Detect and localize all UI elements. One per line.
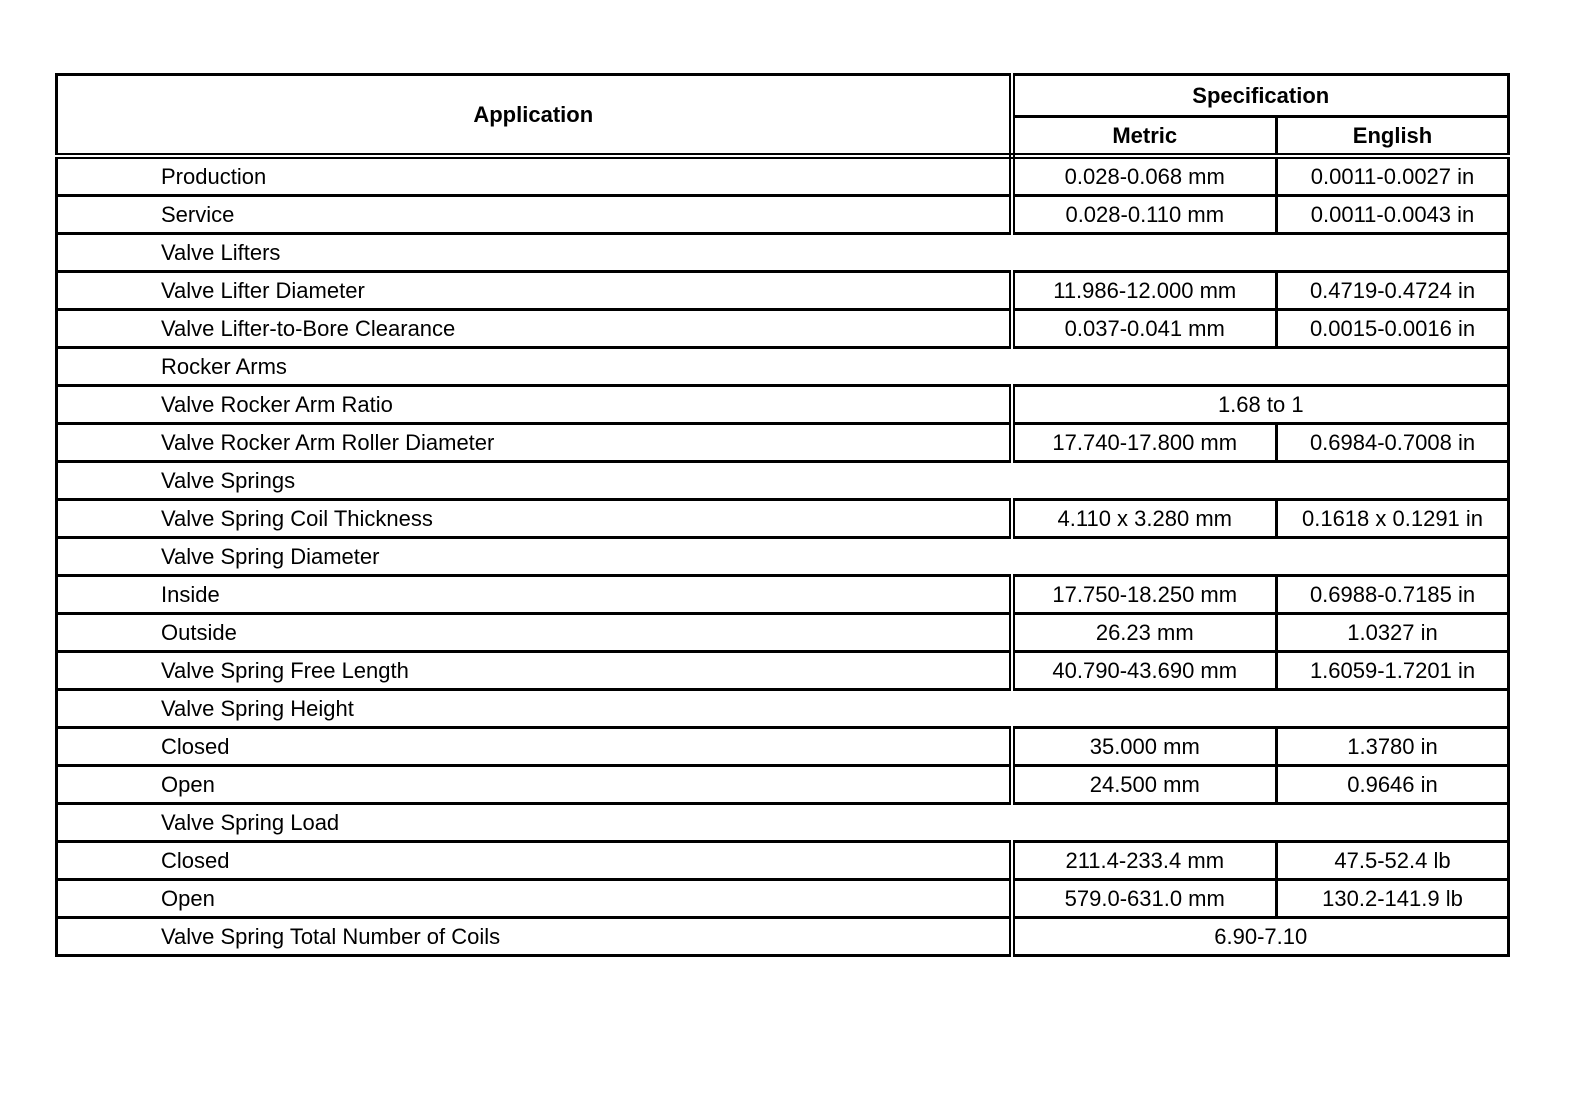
application-cell: Valve Rocker Arm Ratio bbox=[57, 386, 1012, 424]
metric-cell: 11.986-12.000 mm bbox=[1012, 272, 1277, 310]
english-cell: 0.6988-0.7185 in bbox=[1277, 576, 1509, 614]
english-cell: 0.0011-0.0027 in bbox=[1277, 156, 1509, 196]
metric-cell: 0.028-0.110 mm bbox=[1012, 196, 1277, 234]
metric-cell: 0.037-0.041 mm bbox=[1012, 310, 1277, 348]
english-cell: 0.9646 in bbox=[1277, 766, 1509, 804]
table-row bbox=[57, 272, 1509, 310]
section-label: Valve Springs bbox=[57, 462, 1509, 500]
metric-cell: 40.790-43.690 mm bbox=[1012, 652, 1277, 690]
table-row bbox=[57, 386, 1509, 424]
application-cell: Valve Lifter Diameter bbox=[57, 272, 1012, 310]
section-label: Rocker Arms bbox=[57, 348, 1509, 386]
metric-cell: 17.740-17.800 mm bbox=[1012, 424, 1277, 462]
english-cell: 0.0015-0.0016 in bbox=[1277, 310, 1509, 348]
application-cell: Service bbox=[57, 196, 1012, 234]
table-row bbox=[57, 310, 1509, 348]
application-cell: Valve Rocker Arm Roller Diameter bbox=[57, 424, 1012, 462]
english-cell: 130.2-141.9 lb bbox=[1277, 880, 1509, 918]
application-cell: Production bbox=[57, 156, 1012, 196]
metric-cell: 4.110 x 3.280 mm bbox=[1012, 500, 1277, 538]
metric-cell: 26.23 mm bbox=[1012, 614, 1277, 652]
table-row bbox=[57, 880, 1509, 918]
application-cell: Open bbox=[57, 880, 1012, 918]
valve-specifications-table bbox=[55, 73, 1510, 957]
application-cell: Inside bbox=[57, 576, 1012, 614]
english-cell: 1.6059-1.7201 in bbox=[1277, 652, 1509, 690]
table-row bbox=[57, 766, 1509, 804]
section-row bbox=[57, 690, 1509, 728]
metric-cell: 17.750-18.250 mm bbox=[1012, 576, 1277, 614]
english-cell: 47.5-52.4 lb bbox=[1277, 842, 1509, 880]
section-label: Valve Spring Height bbox=[57, 690, 1509, 728]
section-row bbox=[57, 348, 1509, 386]
metric-header: Metric bbox=[1012, 117, 1277, 157]
specification-header: Specification bbox=[1012, 75, 1509, 117]
section-row bbox=[57, 462, 1509, 500]
table-row bbox=[57, 500, 1509, 538]
specification-cell: 6.90-7.10 bbox=[1012, 918, 1509, 956]
section-row bbox=[57, 234, 1509, 272]
table-row bbox=[57, 156, 1509, 196]
table-row bbox=[57, 614, 1509, 652]
metric-cell: 211.4-233.4 mm bbox=[1012, 842, 1277, 880]
table-row bbox=[57, 652, 1509, 690]
application-cell: Valve Spring Coil Thickness bbox=[57, 500, 1012, 538]
english-header: English bbox=[1277, 117, 1509, 157]
english-cell: 0.1618 x 0.1291 in bbox=[1277, 500, 1509, 538]
application-cell: Closed bbox=[57, 728, 1012, 766]
table-row bbox=[57, 576, 1509, 614]
english-cell: 0.0011-0.0043 in bbox=[1277, 196, 1509, 234]
english-cell: 1.0327 in bbox=[1277, 614, 1509, 652]
metric-cell: 0.028-0.068 mm bbox=[1012, 156, 1277, 196]
application-cell: Closed bbox=[57, 842, 1012, 880]
table-row bbox=[57, 728, 1509, 766]
application-cell: Valve Spring Total Number of Coils bbox=[57, 918, 1012, 956]
section-label: Valve Lifters bbox=[57, 234, 1509, 272]
section-row bbox=[57, 804, 1509, 842]
section-label: Valve Spring Load bbox=[57, 804, 1509, 842]
section-row bbox=[57, 538, 1509, 576]
application-cell: Valve Spring Free Length bbox=[57, 652, 1012, 690]
table-row bbox=[57, 918, 1509, 956]
english-cell: 1.3780 in bbox=[1277, 728, 1509, 766]
table-row bbox=[57, 196, 1509, 234]
section-label: Valve Spring Diameter bbox=[57, 538, 1509, 576]
specification-cell: 1.68 to 1 bbox=[1012, 386, 1509, 424]
application-cell: Outside bbox=[57, 614, 1012, 652]
metric-cell: 579.0-631.0 mm bbox=[1012, 880, 1277, 918]
english-cell: 0.4719-0.4724 in bbox=[1277, 272, 1509, 310]
metric-cell: 35.000 mm bbox=[1012, 728, 1277, 766]
application-header: Application bbox=[57, 75, 1012, 157]
metric-cell: 24.500 mm bbox=[1012, 766, 1277, 804]
table-row bbox=[57, 424, 1509, 462]
application-cell: Open bbox=[57, 766, 1012, 804]
table-row bbox=[57, 842, 1509, 880]
application-cell: Valve Lifter-to-Bore Clearance bbox=[57, 310, 1012, 348]
english-cell: 0.6984-0.7008 in bbox=[1277, 424, 1509, 462]
